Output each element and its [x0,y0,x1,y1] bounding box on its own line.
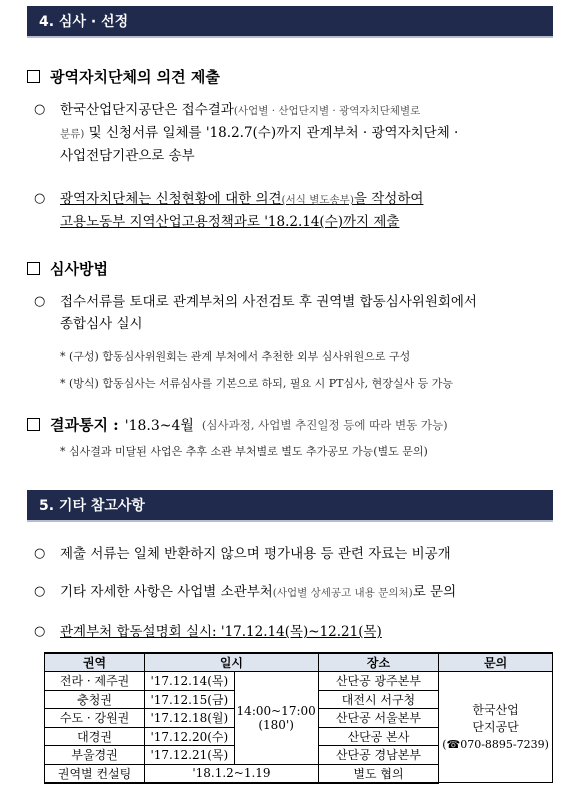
cell-date: '17.12.20(수) [145,727,234,746]
bullet-text: 기타 자세한 사항은 사업별 소관부처 [60,584,273,600]
section-5-title: 5. 기타 참고사항 [27,490,553,522]
cell-place: 산단공 본사 [318,727,438,746]
bullet-briefing-session [34,621,554,643]
result-period: '18.3~4월 [124,417,194,434]
phone-icon: ☎ [446,737,461,751]
bullet-opinion-deadline [34,188,554,233]
heading-result-notice [27,414,448,435]
cell-place: 산단공 서울본부 [318,709,438,728]
table-row [45,672,553,691]
cell-place: 별도 협의 [318,764,438,783]
cell-region: 수도 · 강원권 [45,709,145,728]
bullet-no-return [34,543,554,565]
heading-label: 결과통지 : [50,416,119,434]
bullet-text: 로 문의 [412,584,457,600]
heading-label: 광역자치단체의 의견 제출 [50,68,220,86]
checkbox-square-icon [27,418,40,431]
cell-region: 충청권 [45,690,145,709]
cell-region: 대경권 [45,727,145,746]
cell-place: 산단공 경남본부 [318,746,438,765]
cell-contact: 한국산업 단지공단 (☎070-8895-7239) [439,672,553,783]
note-additional-call: * 심사결과 미달된 사업은 추후 소관 부처별로 별도 추가공모 가능(별도 문의) [60,445,428,458]
cell-date: '17.12.15(금) [145,690,234,709]
contact-phone: 070-8895-7239) [460,737,549,751]
heading-opinion-submission [27,66,220,87]
cell-time [234,672,318,765]
bullet-text: 종합심사 실시 [60,316,143,332]
cell-date: '17.12.14(목) [145,672,234,691]
bullet-transfer-docs [34,99,554,167]
note-method: * (방식) 합동심사는 서류심사를 기본으로 하되, 필요 시 PT심사, 현장실사 등 가능 [60,377,454,390]
table-header-row [45,653,553,672]
bullet-note: (사업별 상세공고 내용 문의처) [272,587,413,599]
contact-org: 단지공단 [472,719,519,734]
bullet-inquiry [34,581,554,604]
cell-date: '17.12.21(목) [145,746,234,765]
col-header-contact: 문의 [439,653,553,672]
bullet-review-process [34,291,554,335]
result-note: (심사과정, 사업별 추진일정 등에 따라 변동 가능) [201,417,448,432]
bullet-text: 및 신청서류 일체를 '18.2.7(수)까지 관계부처 · 광역자치단체 · [84,125,459,141]
cell-region: 전라 · 제주권 [45,672,145,691]
bullet-text: 을 작성하여 [353,191,424,207]
circle-bullet-icon: ○ [34,546,46,561]
note-composition: * (구성) 합동심사위원회는 관계 부처에서 추천한 외부 심사위원으로 구성 [60,350,411,363]
duration: (180') [258,717,294,732]
col-header-place: 장소 [318,653,438,672]
bullet-text: 접수서류를 토대로 관계부처의 사전검토 후 권역별 합동심사위원회에서 [60,294,477,310]
heading-review-method [27,258,108,279]
bullet-text: 한국산업단지공단은 접수결과 [60,102,234,118]
contact-org: 한국산업 [472,702,519,717]
circle-bullet-icon: ○ [34,102,46,117]
bullet-text: 광역자치단체는 신청현황에 대한 의견 [60,191,282,207]
bullet-text: 관계부처 합동설명회 실시: '17.12.14(목)~12.21(목) [60,624,382,640]
bullet-text: 고용노동부 지역산업고용정책과로 '18.2.14(수)까지 제출 [60,214,400,230]
col-header-datetime: 일시 [145,653,319,672]
briefing-schedule-table [44,652,553,784]
bullet-note: (사업별 · 산업단지별 · 광역자치단체별로 [233,105,421,117]
time-range: 14:00~17:00 [236,703,316,718]
circle-bullet-icon: ○ [34,294,46,309]
circle-bullet-icon: ○ [34,191,46,206]
cell-region: 권역별 컨설팅 [45,764,145,783]
bullet-text: 제출 서류는 일체 반환하지 않으며 평가내용 등 관련 자료는 비공개 [60,546,451,562]
bullet-note: (서식 별도송부) [281,194,354,206]
checkbox-square-icon [27,70,40,83]
cell-place: 대전시 서구청 [318,690,438,709]
cell-date: '18.1.2~1.19 [145,764,319,783]
checkbox-square-icon [27,262,40,275]
bullet-note: 분류) [60,128,85,140]
bullet-text: 사업전담기관으로 송부 [60,148,195,164]
circle-bullet-icon: ○ [34,584,46,599]
cell-date: '17.12.18(월) [145,709,234,728]
col-header-region: 권역 [45,653,145,672]
cell-region: 부울경권 [45,746,145,765]
section-4-title: 4. 심사 · 선정 [27,6,553,38]
cell-place: 산단공 광주본부 [318,672,438,691]
heading-label: 심사방법 [50,260,108,278]
circle-bullet-icon: ○ [34,624,46,639]
